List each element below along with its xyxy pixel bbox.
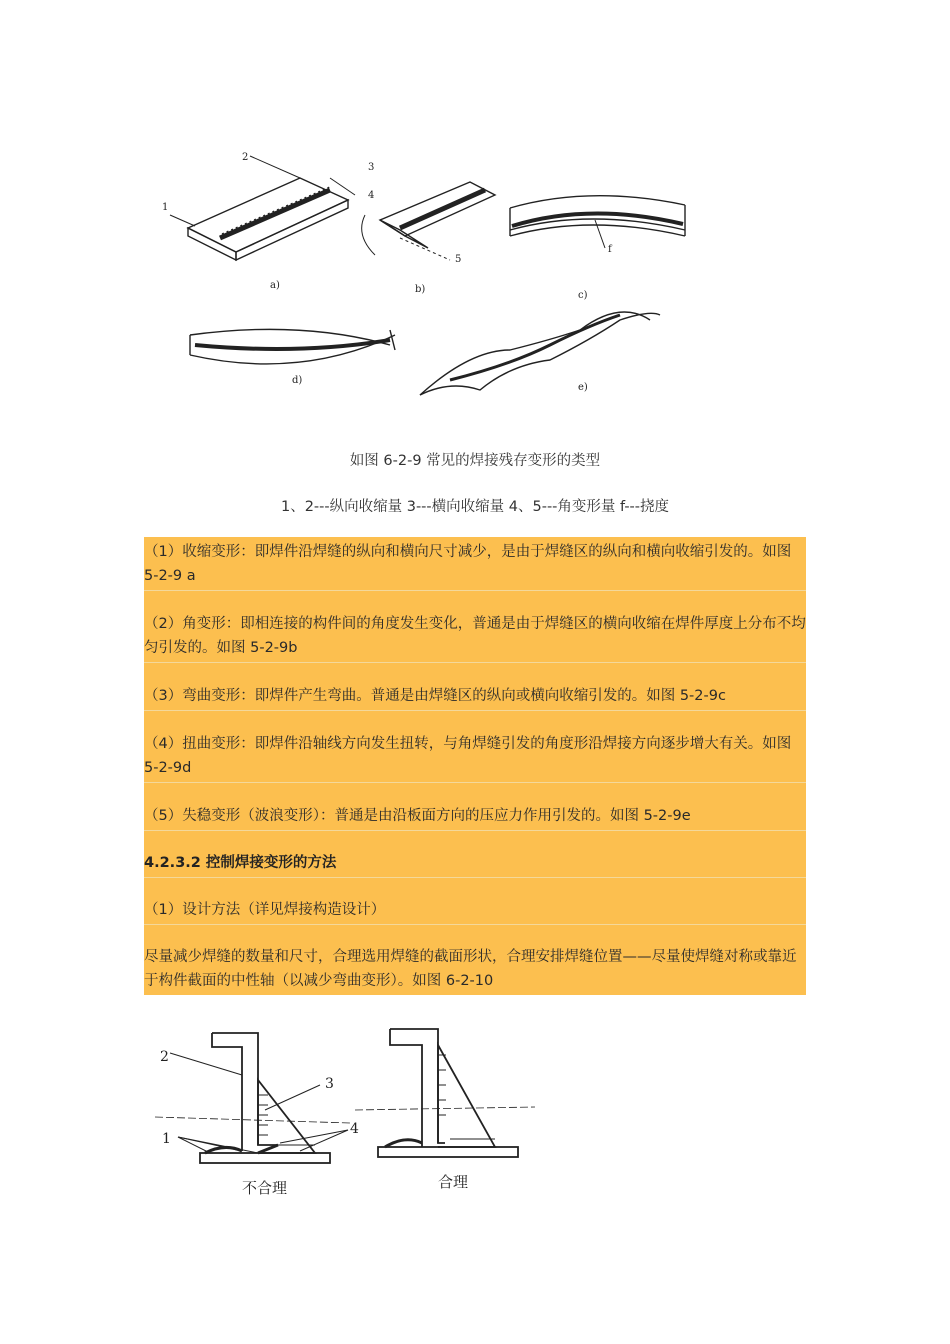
- paragraph-twisting: （4）扭曲变形：即焊件沿轴线方向发生扭转，与角焊缝引发的角度形沿焊接方向逐步增大有关。如图 5-2-9d: [144, 736, 792, 776]
- panel-c-beam: [510, 196, 685, 248]
- label-reasonable: 合理: [438, 1173, 469, 1191]
- divider: [144, 877, 806, 878]
- panel-d-beam: [190, 329, 395, 364]
- divider: [144, 782, 806, 783]
- panel-e-plate: [420, 312, 660, 395]
- callout-4: 4: [368, 190, 375, 201]
- callout-3: 3: [368, 162, 375, 173]
- callout-1: 1: [162, 1131, 171, 1147]
- panel-a-plate: [170, 156, 355, 260]
- figure-caption: 如图 6-2-9 常见的焊接残存变形的类型: [349, 453, 601, 469]
- divider: [144, 662, 806, 663]
- paragraph-bending: （3）弯曲变形：即焊件产生弯曲。普通是由焊缝区的纵向或横向收缩引发的。如图 5-2-9c: [144, 688, 726, 704]
- divider: [144, 924, 806, 925]
- divider: [144, 710, 806, 711]
- panel-b-plate: [362, 182, 495, 260]
- callout-2: 2: [242, 152, 249, 163]
- figure-weld-placement: [150, 1025, 550, 1205]
- callout-2: 2: [160, 1049, 169, 1065]
- section-reasonable: [355, 1029, 535, 1157]
- panel-label-e: e): [578, 382, 588, 393]
- divider: [144, 830, 806, 831]
- callout-5: 5: [455, 254, 462, 265]
- callout-1: 1: [162, 202, 169, 213]
- label-unreasonable: 不合理: [242, 1179, 288, 1197]
- section-unreasonable: [155, 1033, 350, 1163]
- design-method-title: （1）设计方法（详见焊接构造设计）: [144, 902, 386, 918]
- divider: [144, 590, 806, 591]
- panel-label-b: b): [415, 284, 426, 295]
- figure-weld-deformation-types: [150, 140, 710, 415]
- design-method-text: 尽量减少焊缝的数量和尺寸，合理选用焊缝的截面形状，合理安排焊缝位置——尽量使焊缝对称或靠近于构件截面的中性轴（以减少弯曲变形）。如图 6-2-10: [144, 949, 797, 989]
- panel-label-c: c): [578, 290, 588, 301]
- panel-label-a: a): [270, 280, 280, 291]
- figure-legend: 1、2---纵向收缩量 3---横向收缩量 4、5---角变形量 f---挠度: [280, 499, 670, 515]
- callout-f: f: [608, 244, 612, 255]
- callout-4: 4: [350, 1121, 359, 1137]
- panel-label-d: d): [292, 375, 303, 386]
- callout-3: 3: [325, 1076, 334, 1092]
- section-heading: 4.2.3.2 控制焊接变形的方法: [144, 855, 337, 871]
- paragraph-shrinkage: （1）收缩变形：即焊件沿焊缝的纵向和横向尺寸减少，是由于焊缝区的纵向和横向收缩引发的。如图 5-2-9 a: [144, 544, 792, 584]
- paragraph-buckling: （5）失稳变形（波浪变形）：普通是由沿板面方向的压应力作用引发的。如图 5-2-9e: [144, 808, 691, 824]
- paragraph-angular: （2）角变形：即相连接的构件间的角度发生变化，普通是由于焊缝区的横向收缩在焊件厚度上分布不均匀引发的。如图 5-2-9b: [144, 616, 806, 656]
